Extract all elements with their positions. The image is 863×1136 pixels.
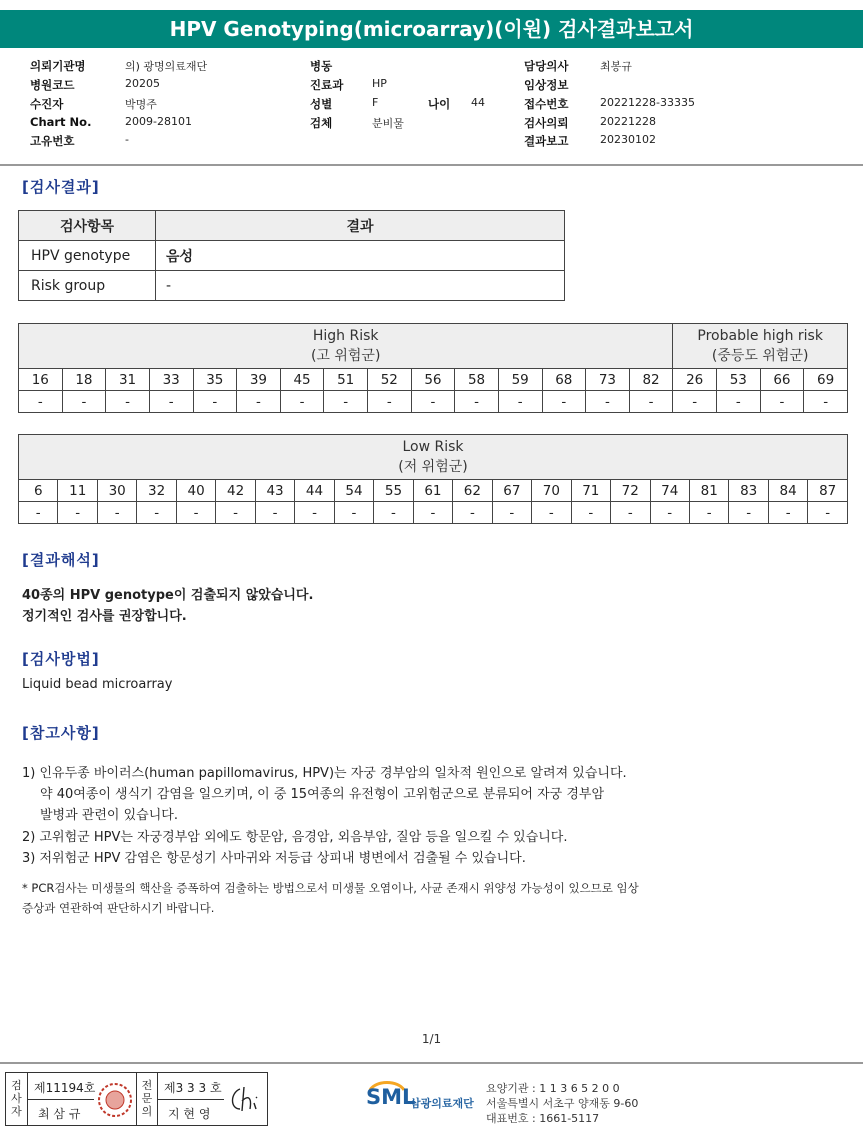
genotype-cell: 74 bbox=[650, 480, 689, 502]
col-header-result: 결과 bbox=[156, 211, 565, 241]
reference-line: 3) 저위험군 HPV 감염은 항문성기 사마귀와 저등급 상피내 병변에서 검출될 수 있습니다. bbox=[22, 851, 526, 866]
method-text: Liquid bead microarray bbox=[22, 677, 173, 692]
high-risk-table bbox=[18, 323, 848, 413]
genotype-cell: 62 bbox=[453, 480, 492, 502]
reference-line: 2) 고위험군 HPV는 자궁경부암 외에도 항문암, 음경암, 외음부암, 질암 등을 일으킬 수 있습니다. bbox=[22, 830, 568, 845]
genotype-cell: 30 bbox=[97, 480, 136, 502]
doctor-label: 담당의사 bbox=[524, 59, 569, 73]
patient-info bbox=[0, 56, 863, 164]
info-row bbox=[0, 77, 863, 94]
note-line: * PCR검사는 미생물의 핵산을 증폭하여 검출하는 방법으로서 미생물 오염이나, 사균 존재시 위양성 가능성이 있으므로 임상 bbox=[22, 881, 639, 895]
genotype-result-cell: - bbox=[650, 502, 689, 524]
ward-label: 병동 bbox=[310, 59, 333, 73]
genotype-result-cell: - bbox=[280, 391, 324, 413]
genotype-result-cell: - bbox=[19, 391, 63, 413]
genotype-cell: 31 bbox=[106, 369, 150, 391]
age-value: 44 bbox=[471, 96, 485, 109]
footer-divider bbox=[0, 1062, 863, 1064]
org-name: 삼광의료재단 bbox=[410, 1097, 474, 1110]
interpretation-section-title: [결과해석] bbox=[22, 551, 100, 569]
high-risk-header bbox=[19, 324, 673, 369]
genotype-cell: 44 bbox=[295, 480, 334, 502]
divider bbox=[158, 1099, 224, 1100]
dept-value: HP bbox=[372, 77, 387, 90]
specialist-name: 지 현 영 bbox=[168, 1107, 211, 1121]
genotype-result-cell: - bbox=[237, 391, 281, 413]
genotype-cell: 11 bbox=[58, 480, 97, 502]
divider bbox=[0, 164, 863, 166]
specialist-vertical-label: 전문의 bbox=[136, 1073, 158, 1125]
interpretation-line: 40종의 HPV genotype이 검출되지 않았습니다. bbox=[22, 588, 314, 603]
genotype-cell: 6 bbox=[19, 480, 58, 502]
address: 서울특별시 서초구 양재동 9-60 bbox=[486, 1097, 639, 1110]
genotype-cell: 72 bbox=[611, 480, 650, 502]
genotype-cell: 67 bbox=[492, 480, 531, 502]
genotype-result-cell: - bbox=[760, 391, 804, 413]
age-label: 나이 bbox=[428, 97, 451, 111]
genotype-result-cell: - bbox=[216, 502, 255, 524]
institution-value: 의) 광명의료재단 bbox=[125, 60, 208, 73]
receiver-value: 박명주 bbox=[125, 98, 157, 111]
genotype-cell: 83 bbox=[729, 480, 768, 502]
col-header-item: 검사항목 bbox=[19, 211, 156, 241]
genotype-result-cell: - bbox=[413, 502, 452, 524]
report-label: 결과보고 bbox=[524, 134, 569, 148]
interpretation-line: 정기적인 검사를 권장합니다. bbox=[22, 609, 187, 624]
genotype-cell: 42 bbox=[216, 480, 255, 502]
genotype-result-cell: - bbox=[255, 502, 294, 524]
probable-risk-header bbox=[673, 324, 848, 369]
genotype-result-cell: - bbox=[62, 391, 106, 413]
genotype-cell: 39 bbox=[237, 369, 281, 391]
chart-label: Chart No. bbox=[30, 115, 92, 129]
genotype-result-cell: - bbox=[768, 502, 807, 524]
high-risk-title-en: High Risk bbox=[312, 328, 379, 344]
genotype-result-cell: - bbox=[97, 502, 136, 524]
low-risk-title-en: Low Risk bbox=[402, 439, 464, 455]
sex-label: 성별 bbox=[310, 97, 333, 111]
info-row bbox=[0, 133, 863, 150]
result-item: HPV genotype bbox=[19, 241, 156, 271]
examiner-name: 최 삼 규 bbox=[38, 1107, 81, 1121]
examiner-vertical-label: 검사자 bbox=[6, 1073, 28, 1125]
genotype-cell: 66 bbox=[760, 369, 804, 391]
genotype-result-cell: - bbox=[571, 502, 610, 524]
receiver-label: 수진자 bbox=[30, 97, 64, 111]
genotype-cell: 33 bbox=[149, 369, 193, 391]
genotype-result-cell: - bbox=[106, 391, 150, 413]
report-title: HPV Genotyping(microarray)(이원) 검사결과보고서 bbox=[0, 10, 863, 48]
genotype-result-cell: - bbox=[498, 391, 542, 413]
genotype-cell: 71 bbox=[571, 480, 610, 502]
genotype-cell: 26 bbox=[673, 369, 717, 391]
genotype-result-cell: - bbox=[149, 391, 193, 413]
genotype-cell: 16 bbox=[19, 369, 63, 391]
chart-value: 2009-28101 bbox=[125, 115, 192, 128]
genotype-result-cell: - bbox=[334, 502, 373, 524]
genotype-cell: 32 bbox=[137, 480, 176, 502]
high-risk-title-ko: (고 위험군) bbox=[310, 348, 381, 364]
genotype-cell: 18 bbox=[62, 369, 106, 391]
genotype-cell: 45 bbox=[280, 369, 324, 391]
genotype-cell: 69 bbox=[804, 369, 848, 391]
genotype-cell: 58 bbox=[455, 369, 499, 391]
divider bbox=[28, 1099, 94, 1100]
genotype-result-cell: - bbox=[176, 502, 215, 524]
genotype-result-cell: - bbox=[717, 391, 761, 413]
genotype-result-cell: - bbox=[411, 391, 455, 413]
genotype-result-cell: - bbox=[629, 391, 673, 413]
genotype-result-cell: - bbox=[374, 502, 413, 524]
genotype-result-cell: - bbox=[137, 502, 176, 524]
result-item: Risk group bbox=[19, 271, 156, 301]
reference-line: 발병과 관련이 있습니다. bbox=[40, 808, 178, 823]
genotype-result-cell: - bbox=[19, 502, 58, 524]
clinical-label: 임상정보 bbox=[524, 78, 569, 92]
seal-icon bbox=[96, 1081, 134, 1119]
genotype-result-cell: - bbox=[586, 391, 630, 413]
result-value: 음성 bbox=[156, 241, 565, 271]
genotype-result-row bbox=[19, 502, 848, 524]
info-row bbox=[0, 115, 863, 132]
genotype-cell: 51 bbox=[324, 369, 368, 391]
genotype-cell: 84 bbox=[768, 480, 807, 502]
specimen-label: 검체 bbox=[310, 116, 333, 130]
specialist-license: 제3 3 3 호 bbox=[164, 1081, 222, 1095]
genotype-result-cell: - bbox=[611, 502, 650, 524]
receipt-value: 20221228-33335 bbox=[600, 96, 695, 109]
low-risk-header bbox=[19, 435, 848, 480]
hospital-code-label: 병원코드 bbox=[30, 78, 75, 92]
genotype-cell: 82 bbox=[629, 369, 673, 391]
genotype-cell: 53 bbox=[717, 369, 761, 391]
genotype-cell: 81 bbox=[689, 480, 728, 502]
info-row bbox=[0, 58, 863, 75]
genotype-row bbox=[19, 480, 848, 502]
result-table bbox=[18, 210, 565, 301]
genotype-result-cell: - bbox=[808, 502, 848, 524]
signature-box bbox=[5, 1072, 268, 1126]
receipt-label: 접수번호 bbox=[524, 97, 569, 111]
genotype-cell: 43 bbox=[255, 480, 294, 502]
reference-section-title: [참고사항] bbox=[22, 724, 100, 742]
method-section-title: [검사방법] bbox=[22, 650, 100, 668]
results-section-title: [검사결과] bbox=[22, 178, 100, 196]
institution-label: 의뢰기관명 bbox=[30, 59, 86, 73]
genotype-cell: 87 bbox=[808, 480, 848, 502]
genotype-cell: 56 bbox=[411, 369, 455, 391]
genotype-result-cell: - bbox=[673, 391, 717, 413]
phone: 대표번호 : 1661-5117 bbox=[486, 1112, 600, 1125]
table-row bbox=[19, 241, 565, 271]
page-number: 1/1 bbox=[421, 1032, 442, 1046]
unique-label: 고유번호 bbox=[30, 134, 75, 148]
genotype-result-cell: - bbox=[295, 502, 334, 524]
genotype-result-cell: - bbox=[368, 391, 412, 413]
logo-text: SML bbox=[366, 1085, 416, 1109]
genotype-cell: 54 bbox=[334, 480, 373, 502]
genotype-result-cell: - bbox=[193, 391, 237, 413]
genotype-result-cell: - bbox=[689, 502, 728, 524]
unique-value: - bbox=[125, 133, 129, 146]
low-risk-table bbox=[18, 434, 848, 524]
genotype-result-cell: - bbox=[58, 502, 97, 524]
reference-line: 1) 인유두종 바이러스(human papillomavirus, HPV)는 자궁 경부암의 일차적 원인으로 알려져 있습니다. bbox=[22, 766, 627, 781]
genotype-cell: 68 bbox=[542, 369, 586, 391]
genotype-cell: 73 bbox=[586, 369, 630, 391]
genotype-cell: 40 bbox=[176, 480, 215, 502]
note-line: 증상과 연관하여 판단하시기 바랍니다. bbox=[22, 901, 215, 915]
reference-line: 약 40여종이 생식기 감염을 일으키며, 이 중 15여종의 유전형이 고위험군으로 분류되어 자궁 경부암 bbox=[40, 787, 605, 802]
examiner-license: 제11194호 bbox=[34, 1081, 96, 1095]
request-label: 검사의뢰 bbox=[524, 116, 569, 130]
request-value: 20221228 bbox=[600, 115, 656, 128]
report-value: 20230102 bbox=[600, 133, 656, 146]
genotype-cell: 59 bbox=[498, 369, 542, 391]
genotype-row bbox=[19, 369, 848, 391]
genotype-result-cell: - bbox=[453, 502, 492, 524]
genotype-result-cell: - bbox=[729, 502, 768, 524]
genotype-result-cell: - bbox=[492, 502, 531, 524]
genotype-cell: 55 bbox=[374, 480, 413, 502]
info-row bbox=[0, 96, 863, 113]
result-value: - bbox=[156, 271, 565, 301]
probable-risk-title-ko: (중등도 위험군) bbox=[711, 348, 809, 364]
genotype-result-cell: - bbox=[324, 391, 368, 413]
specimen-value: 분비물 bbox=[372, 117, 404, 130]
genotype-result-row bbox=[19, 391, 848, 413]
doctor-value: 최봉규 bbox=[600, 60, 632, 73]
probable-risk-title-en: Probable high risk bbox=[697, 328, 823, 344]
care-code: 요양기관 : 1 1 3 6 5 2 0 0 bbox=[486, 1082, 620, 1095]
sex-value: F bbox=[372, 96, 379, 109]
genotype-cell: 52 bbox=[368, 369, 412, 391]
dept-label: 진료과 bbox=[310, 78, 344, 92]
genotype-cell: 70 bbox=[532, 480, 571, 502]
signature-icon bbox=[226, 1083, 264, 1117]
table-row bbox=[19, 271, 565, 301]
genotype-result-cell: - bbox=[455, 391, 499, 413]
genotype-result-cell: - bbox=[532, 502, 571, 524]
hospital-code-value: 20205 bbox=[125, 77, 160, 90]
genotype-cell: 61 bbox=[413, 480, 452, 502]
genotype-result-cell: - bbox=[542, 391, 586, 413]
genotype-cell: 35 bbox=[193, 369, 237, 391]
genotype-result-cell: - bbox=[804, 391, 848, 413]
low-risk-title-ko: (저 위험군) bbox=[398, 459, 468, 475]
